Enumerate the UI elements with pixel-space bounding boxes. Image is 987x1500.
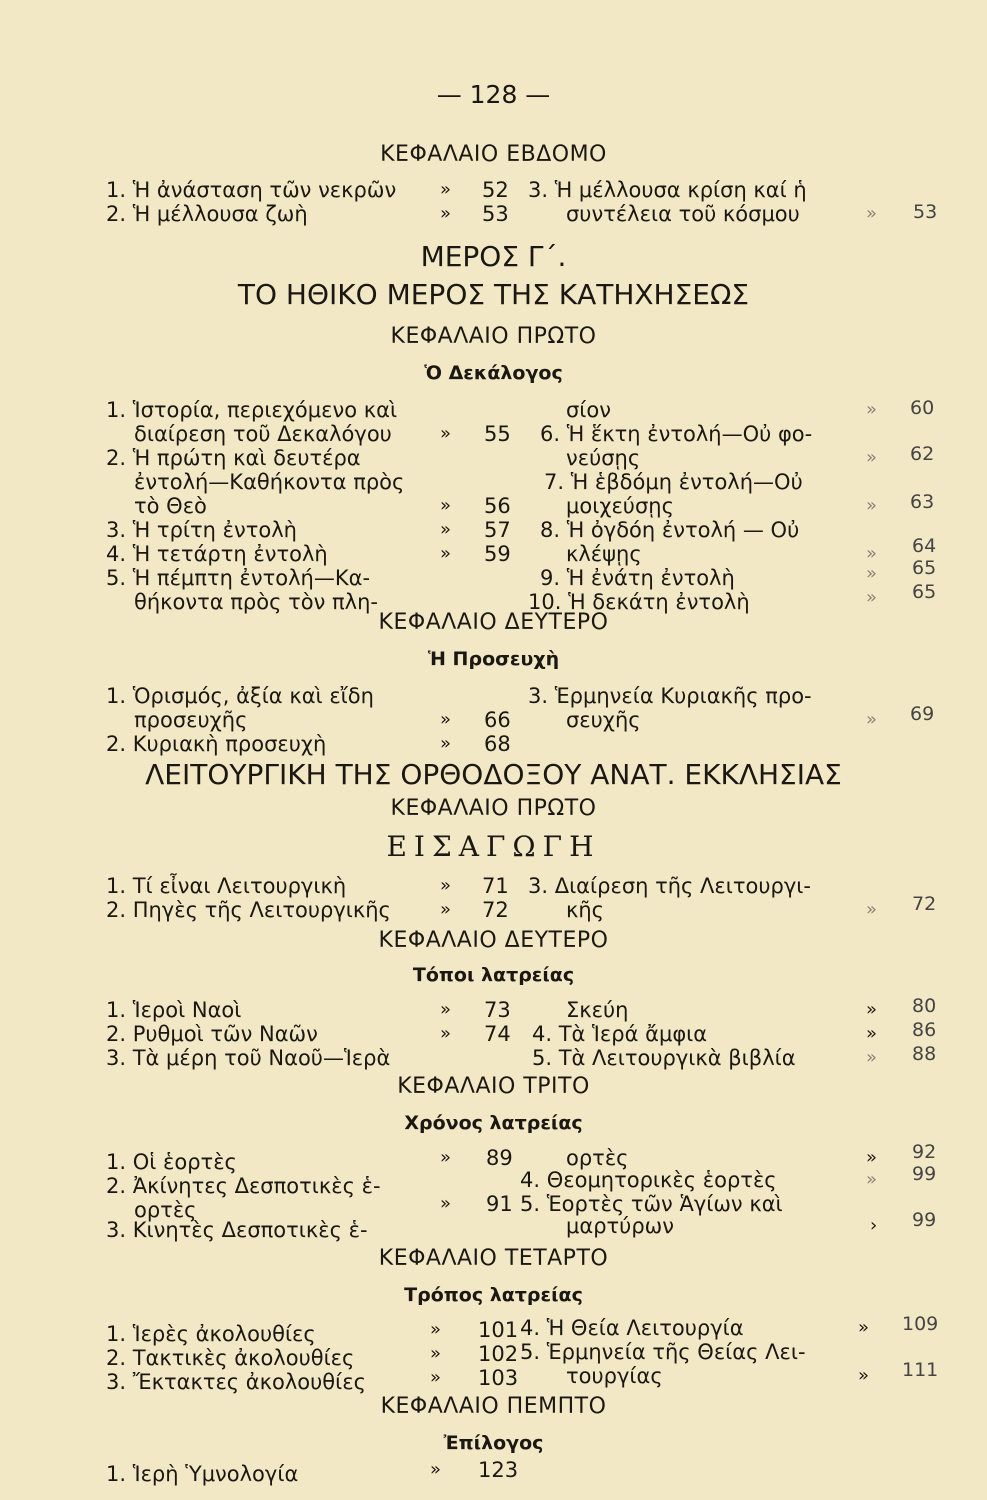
chapter-subtitle: Τόποι λατρείας bbox=[412, 964, 575, 986]
toc-entry-cont: τὸ Θεὸ bbox=[134, 494, 207, 518]
ditto-mark: › bbox=[870, 1215, 878, 1236]
page-ref: 103 bbox=[478, 1366, 519, 1390]
toc-entry: 2. Ἀκίνητες Δεσποτικὲς ἑ- bbox=[106, 1174, 381, 1198]
toc-entry: 1. Τί εἶναι Λειτουργικὴ bbox=[106, 874, 347, 898]
toc-entry-cont: ορτὲς bbox=[134, 1198, 197, 1222]
ditto-mark: » bbox=[866, 447, 878, 468]
toc-entry: 2. Τακτικὲς ἀκολουθίες bbox=[106, 1346, 355, 1370]
chapter-subtitle: Χρόνος λατρείας bbox=[404, 1112, 583, 1134]
toc-entry-cont: τουργίας bbox=[566, 1364, 663, 1388]
toc-entry-cont: σευχῆς bbox=[566, 708, 641, 732]
ditto-mark: » bbox=[430, 1319, 442, 1340]
toc-entry: 3. Κινητὲς Δεσποτικὲς ἑ- bbox=[106, 1218, 368, 1242]
page-ref: 89 bbox=[486, 1146, 513, 1170]
toc-entry: 9. Ἡ ἐνάτη ἐντολὴ bbox=[540, 566, 735, 590]
page-ref: 53 bbox=[482, 202, 509, 226]
page-ref: 53 bbox=[913, 201, 938, 223]
chapter-subtitle: Ἐπίλογος bbox=[443, 1432, 544, 1454]
ditto-mark: » bbox=[858, 1317, 870, 1338]
ditto-mark: » bbox=[866, 587, 878, 608]
ditto-mark: » bbox=[440, 1147, 452, 1168]
page-ref: 55 bbox=[484, 422, 511, 446]
page-ref: 101 bbox=[478, 1318, 519, 1342]
page-ref: 74 bbox=[484, 1022, 511, 1046]
page-ref: 86 bbox=[912, 1019, 937, 1041]
page-ref: 88 bbox=[912, 1043, 937, 1065]
toc-entry: 7. Ἡ ἑβδόμη ἐντολή—Οὐ bbox=[544, 470, 803, 494]
toc-entry: 3. Τὰ μέρη τοῦ Ναοῦ—Ἱερὰ bbox=[106, 1046, 391, 1070]
chapter-two-heading: ΚΕΦΑΛΑΙΟ ΔΕΥΤΕΡΟ bbox=[378, 610, 609, 635]
toc-entry: 5. Ἡ πέμπτη ἐντολή—Κα- bbox=[106, 566, 371, 590]
toc-entry-cont: θήκοντα πρὸς τὸν πλη- bbox=[134, 590, 378, 614]
toc-entry: 6. Ἡ ἕκτη ἐντολή—Οὐ φο- bbox=[540, 422, 813, 446]
page-ref: 72 bbox=[482, 898, 509, 922]
toc-entry: 10. Ἡ δεκάτη ἐντολὴ bbox=[528, 590, 750, 614]
chapter-one-heading: ΚΕΦΑΛΑΙΟ ΠΡΩΤΟ bbox=[390, 324, 597, 349]
toc-entry: 4. Ἡ Θεία Λειτουργία bbox=[520, 1316, 744, 1340]
part-subheading: ΤΟ ΗΘΙΚΟ ΜΕΡΟΣ ΤΗΣ ΚΑΤΗΧΗΣΕΩΣ bbox=[237, 278, 750, 311]
page-ref: 72 bbox=[912, 893, 937, 915]
ditto-mark: » bbox=[866, 495, 878, 516]
ditto-mark: » bbox=[866, 563, 878, 584]
toc-entry-cont: νεύσῃς bbox=[566, 446, 641, 470]
ditto-mark: » bbox=[440, 203, 452, 224]
liturgy-part-heading: ΛΕΙΤΟΥΡΓΙΚΗ ΤΗΣ ΟΡΘΟΔΟΞΟΥ ΑΝΑΤ. ΕΚΚΛΗΣΙΑΣ bbox=[145, 758, 842, 791]
page-ref: 123 bbox=[478, 1458, 519, 1482]
ditto-mark: » bbox=[866, 1169, 878, 1190]
ditto-mark: » bbox=[866, 1047, 878, 1068]
ditto-mark: » bbox=[440, 875, 452, 896]
ditto-mark: » bbox=[866, 203, 878, 224]
chapter-five-heading: ΚΕΦΑΛΑΙΟ ΠΕΜΠΤΟ bbox=[380, 1394, 607, 1419]
toc-entry-cont: ἐντολή—Καθήκοντα πρὸς bbox=[134, 470, 405, 494]
toc-entry: 8. Ἡ ὀγδόη ἐντολή — Οὐ bbox=[540, 518, 800, 542]
toc-entry: 5. Ἑρμηνεία τῆς Θείας Λει- bbox=[520, 1340, 806, 1364]
chapter-two-heading: ΚΕΦΑΛΑΙΟ ΔΕΥΤΕΡΟ bbox=[378, 928, 609, 953]
toc-entry-cont: κλέψῃς bbox=[566, 542, 642, 566]
page-number: — 128 — bbox=[436, 80, 551, 109]
page-ref: 99 bbox=[912, 1209, 937, 1231]
toc-entry: 2. Ἡ μέλλουσα ζωὴ bbox=[106, 202, 308, 226]
toc-entry: 4. Ἡ τετάρτη ἐντολὴ bbox=[106, 542, 328, 566]
ditto-mark: » bbox=[866, 1147, 878, 1168]
page-ref: 66 bbox=[484, 708, 511, 732]
page-ref: 102 bbox=[478, 1342, 519, 1366]
ditto-mark: » bbox=[440, 733, 452, 754]
ditto-mark: » bbox=[440, 543, 452, 564]
toc-entry: 4. Τὰ Ἱερά ἄμφια bbox=[532, 1022, 708, 1046]
ditto-mark: » bbox=[440, 495, 452, 516]
toc-entry: 4. Θεομητορικὲς ἑορτὲς bbox=[520, 1168, 777, 1192]
toc-entry-cont: κῆς bbox=[566, 898, 605, 922]
toc-entry-cont: προσευχῆς bbox=[134, 708, 248, 732]
toc-entry: 5. Ἑορτὲς τῶν Ἁγίων καὶ bbox=[520, 1192, 783, 1216]
ditto-mark: » bbox=[866, 709, 878, 730]
ditto-mark: » bbox=[430, 1367, 442, 1388]
chapter-four-heading: ΚΕΦΑΛΑΙΟ ΤΕΤΑΡΤΟ bbox=[378, 1246, 609, 1271]
ditto-mark: » bbox=[866, 999, 878, 1020]
toc-entry: 1. Οἱ ἑορτὲς bbox=[106, 1150, 237, 1174]
page-ref: 92 bbox=[912, 1141, 937, 1163]
toc-entry: 1. Ἡ ἀνάσταση τῶν νεκρῶν bbox=[106, 178, 397, 202]
page-ref: 62 bbox=[910, 443, 935, 465]
page-ref: 111 bbox=[902, 1359, 939, 1381]
page-ref: 109 bbox=[902, 1313, 939, 1335]
ditto-mark: » bbox=[440, 999, 452, 1020]
ditto-mark: » bbox=[440, 179, 452, 200]
chapter-seven-heading: ΚΕΦΑΛΑΙΟ ΕΒΔΟΜΟ bbox=[380, 142, 607, 167]
page-ref: 57 bbox=[484, 518, 511, 542]
ditto-mark: » bbox=[866, 399, 878, 420]
ditto-mark: » bbox=[440, 709, 452, 730]
ditto-mark: » bbox=[430, 1343, 442, 1364]
toc-entry: 1. Ἱεροὶ Ναοὶ bbox=[106, 998, 242, 1022]
chapter-subtitle: Ὁ Δεκάλογος bbox=[424, 362, 563, 384]
ditto-mark: » bbox=[440, 1193, 452, 1214]
page-ref: 60 bbox=[910, 397, 935, 419]
page-ref: 69 bbox=[910, 703, 935, 725]
toc-entry-cont: σίον bbox=[566, 398, 611, 422]
toc-entry-cont: ορτὲς bbox=[566, 1146, 629, 1170]
toc-entry-cont: Σκεύη bbox=[566, 998, 629, 1022]
page-ref: 63 bbox=[910, 491, 935, 513]
page-ref: 65 bbox=[912, 557, 937, 579]
toc-entry-cont: συντέλεια τοῦ κόσμου bbox=[566, 202, 800, 226]
toc-entry: 3. Ἡ μέλλουσα κρίση καί ἡ bbox=[528, 178, 807, 202]
toc-entry: 2. Ἡ πρώτη καὶ δευτέρα bbox=[106, 446, 361, 470]
toc-entry: 3. Διαίρεση τῆς Λειτουργι- bbox=[528, 874, 811, 898]
toc-entry: 3. Ἡ τρίτη ἐντολὴ bbox=[106, 518, 297, 542]
ditto-mark: » bbox=[858, 1365, 870, 1386]
page-ref: 59 bbox=[484, 542, 511, 566]
toc-entry-cont: μοιχεύσῃς bbox=[566, 494, 674, 518]
page-ref: 80 bbox=[912, 995, 937, 1017]
page-ref: 71 bbox=[482, 874, 509, 898]
page-ref: 65 bbox=[912, 581, 937, 603]
ditto-mark: » bbox=[440, 423, 452, 444]
toc-entry: 2. Πηγὲς τῆς Λειτουργικῆς bbox=[106, 898, 391, 922]
toc-entry: 2. Ρυθμοὶ τῶν Ναῶν bbox=[106, 1022, 318, 1046]
page-ref: 91 bbox=[486, 1192, 513, 1216]
toc-entry: 1. Ἱερὲς ἀκολουθίες bbox=[106, 1322, 316, 1346]
toc-entry-cont: διαίρεση τοῦ Δεκαλόγου bbox=[134, 422, 392, 446]
ditto-mark: » bbox=[866, 1023, 878, 1044]
chapter-subtitle: ΕΙΣΑΓΩΓΗ bbox=[386, 830, 601, 863]
toc-entry: 5. Τὰ Λειτουργικὰ βιβλία bbox=[532, 1046, 796, 1070]
ditto-mark: » bbox=[866, 543, 878, 564]
toc-entry-cont: μαρτύρων bbox=[566, 1214, 674, 1238]
ditto-mark: » bbox=[866, 899, 878, 920]
chapter-one-heading: ΚΕΦΑΛΑΙΟ ΠΡΩΤΟ bbox=[390, 796, 597, 821]
page-ref: 64 bbox=[912, 535, 937, 557]
ditto-mark: » bbox=[440, 519, 452, 540]
ditto-mark: » bbox=[430, 1459, 442, 1480]
part-heading: ΜΕΡΟΣ Γ΄. bbox=[420, 240, 567, 273]
toc-entry: 3. Ἑρμηνεία Κυριακῆς προ- bbox=[528, 684, 812, 708]
toc-entry: 3. Ἔκτακτες ἀκολουθίες bbox=[106, 1370, 366, 1394]
toc-entry: 2. Κυριακὴ προσευχὴ bbox=[106, 732, 327, 756]
chapter-three-heading: ΚΕΦΑΛΑΙΟ ΤΡΙΤΟ bbox=[397, 1074, 590, 1099]
ditto-mark: » bbox=[440, 899, 452, 920]
toc-entry: 1. Ἱερὴ Ὑμνολογία bbox=[106, 1462, 299, 1486]
page-ref: 73 bbox=[484, 998, 511, 1022]
ditto-mark: » bbox=[440, 1023, 452, 1044]
toc-entry: 1. Ὁρισμός, ἀξία καὶ εἴδη bbox=[106, 684, 374, 708]
page-ref: 68 bbox=[484, 732, 511, 756]
chapter-subtitle: Ἡ Προσευχὴ bbox=[427, 648, 560, 670]
page-ref: 99 bbox=[912, 1163, 937, 1185]
page-ref: 52 bbox=[482, 178, 509, 202]
toc-entry: 1. Ἱστορία, περιεχόμενο καὶ bbox=[106, 398, 398, 422]
page-ref: 56 bbox=[484, 494, 511, 518]
chapter-subtitle: Τρόπος λατρείας bbox=[404, 1284, 583, 1306]
